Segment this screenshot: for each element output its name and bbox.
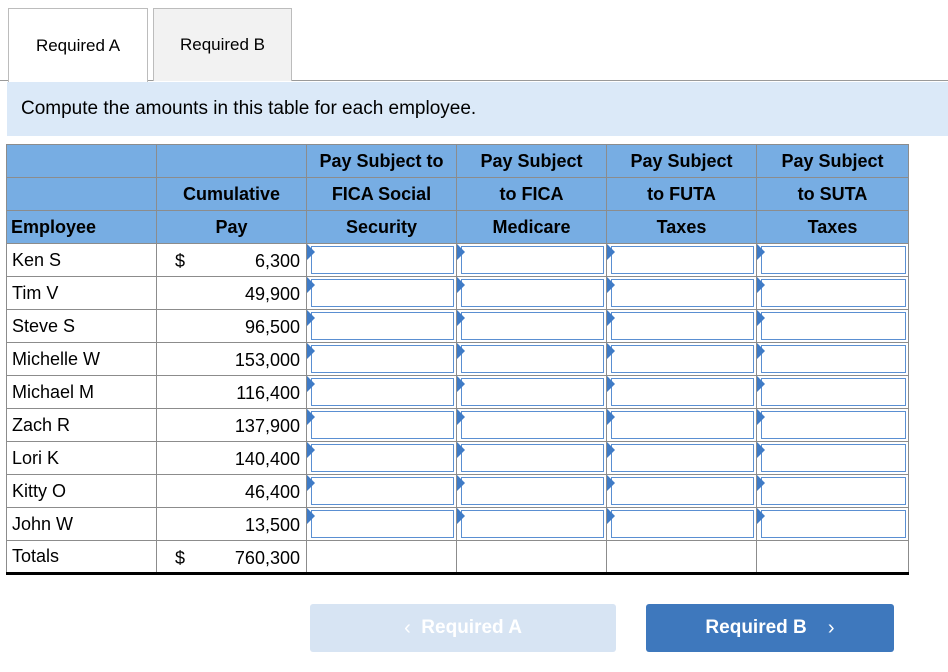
fica-social-security-input-cell [307,343,457,376]
futa-input-cell [607,310,757,343]
tab-bar [0,0,948,82]
prev-required-a-button[interactable] [310,604,616,652]
column-header: Pay [157,211,307,244]
cumulative-pay-value: 116,400 [236,383,300,403]
fica-social-security-input[interactable] [311,378,454,406]
futa-input[interactable] [611,312,754,340]
fica-medicare-input-cell [457,310,607,343]
input-flag-icon [757,409,765,425]
employee-name: Michelle W [7,343,157,376]
totals-empty-cell [607,541,757,574]
cumulative-pay-cell [157,541,307,574]
table-row [7,310,909,343]
column-header: to FICA [457,178,607,211]
fica-medicare-input[interactable] [461,378,604,406]
input-flag-icon [607,409,615,425]
fica-medicare-input-cell [457,508,607,541]
futa-input-cell [607,277,757,310]
input-flag-icon [757,376,765,392]
cumulative-pay-cell [157,508,307,541]
input-flag-icon [607,508,615,524]
fica-medicare-input-cell [457,244,607,277]
input-flag-icon [457,277,465,293]
fica-social-security-input-cell [307,277,457,310]
fica-medicare-input[interactable] [461,345,604,373]
fica-social-security-input[interactable] [311,345,454,373]
fica-medicare-input[interactable] [461,444,604,472]
input-flag-icon [607,475,615,491]
fica-medicare-input[interactable] [461,312,604,340]
fica-social-security-input-cell [307,508,457,541]
futa-input-cell [607,409,757,442]
suta-input-cell [757,244,909,277]
futa-input-cell [607,508,757,541]
fica-medicare-input-cell [457,343,607,376]
input-flag-icon [457,376,465,392]
futa-input[interactable] [611,246,754,274]
column-header: Taxes [757,211,909,244]
suta-input[interactable] [761,279,906,307]
column-header: Pay Subject to [307,145,457,178]
totals-row [7,541,909,574]
fica-medicare-input[interactable] [461,246,604,274]
input-flag-icon [457,310,465,326]
futa-input-cell [607,376,757,409]
currency-symbol: $ [175,548,186,568]
table-row [7,244,909,277]
employee-name: Zach R [7,409,157,442]
column-header: Pay Subject [757,145,909,178]
suta-input-cell [757,277,909,310]
input-flag-icon [307,277,315,293]
totals-label: Totals [7,541,157,574]
instruction-banner [7,82,948,136]
header-row [7,178,909,211]
input-flag-icon [457,442,465,458]
employee-name: Tim V [7,277,157,310]
cumulative-pay-value: 46,400 [244,482,300,502]
cumulative-pay-value: 96,500 [244,317,300,337]
input-flag-icon [757,442,765,458]
input-flag-icon [607,244,615,260]
column-header: Medicare [457,211,607,244]
futa-input[interactable] [611,477,754,505]
fica-social-security-input[interactable] [311,510,454,538]
fica-medicare-input-cell [457,376,607,409]
fica-medicare-input-cell [457,277,607,310]
suta-input-cell [757,343,909,376]
input-flag-icon [607,343,615,359]
input-flag-icon [307,244,315,260]
futa-input[interactable] [611,444,754,472]
input-flag-icon [757,310,765,326]
header-row [7,211,909,244]
column-header: Security [307,211,457,244]
column-header [157,145,307,178]
input-flag-icon [607,310,615,326]
suta-input-cell [757,442,909,475]
suta-input-cell [757,508,909,541]
futa-input-cell [607,475,757,508]
input-flag-icon [307,376,315,392]
suta-input[interactable] [761,444,906,472]
fica-social-security-input[interactable] [311,477,454,505]
column-header [7,178,157,211]
fica-medicare-input[interactable] [461,279,604,307]
cumulative-pay-value: 137,900 [234,416,300,436]
chevron-left-icon: ‹ [404,616,411,639]
table-row [7,277,909,310]
currency-symbol: $ [175,251,186,271]
column-header: FICA Social [307,178,457,211]
futa-input[interactable] [611,345,754,373]
table-row [7,442,909,475]
fica-social-security-input[interactable] [311,444,454,472]
input-flag-icon [307,442,315,458]
futa-input-cell [607,244,757,277]
suta-input[interactable] [761,411,906,439]
fica-social-security-input[interactable] [311,279,454,307]
cumulative-pay-value: 153,000 [234,350,300,370]
table-row [7,376,909,409]
cumulative-pay-cell [157,277,307,310]
chevron-right-icon: › [827,616,835,639]
totals-empty-cell [457,541,607,574]
suta-input-cell [757,376,909,409]
column-header: Cumulative [157,178,307,211]
tab-required-a[interactable]: Required A [8,8,148,82]
fica-medicare-input[interactable] [461,411,604,439]
input-flag-icon [307,343,315,359]
fica-social-security-input-cell [307,409,457,442]
input-flag-icon [757,475,765,491]
input-flag-icon [457,508,465,524]
table-row [7,343,909,376]
fica-medicare-input[interactable] [461,477,604,505]
input-flag-icon [457,409,465,425]
table-body [7,244,909,574]
employee-name: Michael M [7,376,157,409]
suta-input[interactable] [761,312,906,340]
next-required-b-button[interactable] [646,604,894,652]
fica-social-security-input[interactable] [311,312,454,340]
column-header: to FUTA [607,178,757,211]
fica-medicare-input-cell [457,409,607,442]
tab-required-b[interactable]: Required B [153,8,292,81]
employee-name: Lori K [7,442,157,475]
futa-input-cell [607,442,757,475]
employee-name: John W [7,508,157,541]
futa-input[interactable] [611,411,754,439]
input-flag-icon [757,508,765,524]
column-header: Pay Subject [457,145,607,178]
input-flag-icon [607,376,615,392]
cumulative-pay-value: 760,300 [234,548,300,568]
employee-name: Steve S [7,310,157,343]
suta-input[interactable] [761,510,906,538]
column-header: Taxes [607,211,757,244]
suta-input[interactable] [761,378,906,406]
next-button-label: Required B [705,617,807,638]
cumulative-pay-cell [157,376,307,409]
fica-medicare-input-cell [457,475,607,508]
cumulative-pay-cell [157,244,307,277]
cumulative-pay-cell [157,475,307,508]
cumulative-pay-value: 49,900 [244,284,300,304]
suta-input[interactable] [761,345,906,373]
input-flag-icon [607,277,615,293]
fica-medicare-input[interactable] [461,510,604,538]
fica-medicare-input-cell [457,442,607,475]
suta-input-cell [757,475,909,508]
table-row [7,508,909,541]
input-flag-icon [757,277,765,293]
column-header: to SUTA [757,178,909,211]
input-flag-icon [457,244,465,260]
cumulative-pay-cell [157,409,307,442]
futa-input[interactable] [611,378,754,406]
suta-input-cell [757,310,909,343]
input-flag-icon [307,310,315,326]
suta-input[interactable] [761,246,906,274]
suta-input[interactable] [761,477,906,505]
futa-input[interactable] [611,510,754,538]
column-header [7,145,157,178]
futa-input[interactable] [611,279,754,307]
cumulative-pay-value: 13,500 [244,515,300,535]
cumulative-pay-cell [157,343,307,376]
column-header: Employee [7,211,157,244]
input-flag-icon [757,343,765,359]
futa-input-cell [607,343,757,376]
table-header [7,145,909,244]
fica-social-security-input-cell [307,310,457,343]
table-row [7,475,909,508]
fica-social-security-input[interactable] [311,246,454,274]
input-flag-icon [457,343,465,359]
fica-social-security-input[interactable] [311,411,454,439]
fica-social-security-input-cell [307,244,457,277]
payroll-table [6,144,909,575]
employee-name: Ken S [7,244,157,277]
input-flag-icon [307,409,315,425]
cumulative-pay-value: 140,400 [234,449,300,469]
input-flag-icon [457,475,465,491]
cumulative-pay-cell [157,442,307,475]
suta-input-cell [757,409,909,442]
input-flag-icon [607,442,615,458]
prev-button-label: Required A [421,617,522,638]
totals-empty-cell [757,541,909,574]
input-flag-icon [307,508,315,524]
table-row [7,409,909,442]
fica-social-security-input-cell [307,475,457,508]
fica-social-security-input-cell [307,376,457,409]
input-flag-icon [757,244,765,260]
header-row [7,145,909,178]
input-flag-icon [307,475,315,491]
cumulative-pay-value: 6,300 [254,251,300,271]
totals-empty-cell [307,541,457,574]
employee-name: Kitty O [7,475,157,508]
fica-social-security-input-cell [307,442,457,475]
column-header: Pay Subject [607,145,757,178]
cumulative-pay-cell [157,310,307,343]
instruction-text: Compute the amounts in this table for each employee. [21,98,477,119]
